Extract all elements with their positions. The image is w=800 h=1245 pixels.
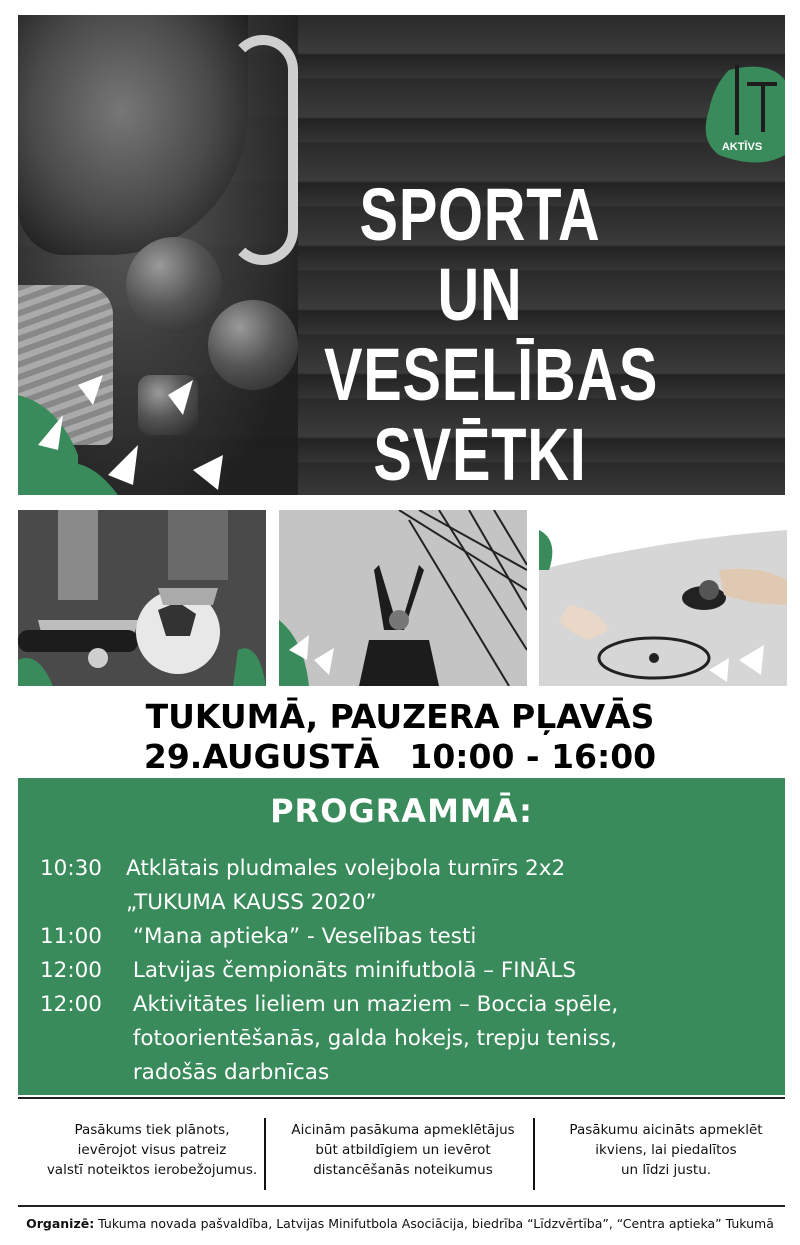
info-line: ievērojot visus patreiz	[77, 1142, 227, 1158]
organizers-text: Tukuma novada pašvaldība, Latvijas Minifutbola Asociācija, biedrība “Līdzvērtība”, “Centra aptieka” Tukumā	[94, 1216, 774, 1231]
volleyball-player-photo	[279, 510, 527, 686]
info-line: ikviens, lai piedalītos	[595, 1142, 737, 1158]
event-title-line: SPORTA UN	[359, 173, 601, 336]
event-title-line: VESELĪBAS	[324, 333, 659, 416]
program-item	[40, 852, 785, 920]
program-item	[40, 920, 785, 954]
program-list	[18, 852, 785, 1090]
aktivs-logo	[699, 60, 785, 170]
info-block-restrictions	[27, 1120, 277, 1180]
program-text-line: “Mana aptieka” - Veselības testi	[126, 924, 477, 949]
info-line: Aicinām pasākuma apmeklētājus	[291, 1122, 515, 1138]
event-title	[324, 173, 659, 495]
divider	[18, 1205, 785, 1207]
info-block-invitation	[541, 1120, 791, 1180]
air-hockey-illustration	[539, 510, 787, 686]
event-date: 29.AUGUSTĀ	[143, 737, 380, 776]
organizers-footer	[0, 1215, 800, 1233]
program-text	[126, 988, 785, 1090]
event-title-line: SVĒTKI	[373, 413, 587, 495]
program-text-line: Latvijas čempionāts minifutbolā – FINĀLS	[126, 958, 576, 983]
leaves-decoration	[18, 375, 248, 495]
skateboard-football-illustration	[18, 510, 266, 686]
program-item	[40, 954, 785, 988]
vertical-separator	[264, 1118, 266, 1190]
air-hockey-photo	[539, 510, 787, 686]
program-text	[126, 920, 785, 954]
program-section	[18, 778, 785, 1095]
measuring-tape-image	[228, 35, 298, 265]
event-date-time	[0, 737, 800, 777]
program-text	[126, 852, 785, 920]
organizers-label: Organizē:	[26, 1216, 95, 1231]
divider	[18, 1097, 785, 1099]
apple-image	[126, 237, 222, 333]
program-text-line: „TUKUMA KAUSS 2020”	[126, 890, 377, 915]
program-text-line: radošās darbnīcas	[126, 1060, 330, 1085]
info-line: un līdzi justu.	[620, 1162, 712, 1178]
info-line: distancēšanās noteikumus	[313, 1162, 493, 1178]
program-item	[40, 988, 785, 1090]
volleyball-illustration	[279, 510, 527, 686]
program-time: 12:00	[40, 958, 102, 983]
skateboard-football-photo	[18, 510, 266, 686]
vertical-separator	[533, 1118, 535, 1190]
hero-banner	[18, 15, 785, 495]
info-line: Pasākums tiek plānots,	[74, 1122, 230, 1138]
info-line: Pasākumu aicināts apmeklēt	[569, 1122, 763, 1138]
event-time: 10:00 - 16:00	[409, 737, 657, 776]
program-heading: PROGRAMMĀ:	[270, 792, 533, 830]
info-block-distancing	[278, 1120, 528, 1180]
info-line: būt atbildīgiem un ievērot	[315, 1142, 491, 1158]
program-time: 11:00	[40, 924, 102, 949]
logo-text: AKTĪVS	[721, 141, 763, 153]
program-time: 10:30	[40, 856, 102, 881]
venue-location: TUKUMĀ, PAUZERA PĻAVĀS	[145, 697, 655, 736]
program-time: 12:00	[40, 992, 102, 1017]
program-text-line: Atklātais pludmales volejbola turnīrs 2x2	[126, 856, 566, 881]
program-text-line: fotoorientēšanās, galda hokejs, trepju teniss,	[126, 1026, 618, 1051]
program-text	[126, 954, 785, 988]
venue-datetime	[0, 697, 800, 777]
program-text-line: Aktivitātes lieliem un maziem – Boccia spēle,	[126, 992, 619, 1017]
info-line: valstī noteiktos ierobežojumus.	[46, 1162, 258, 1178]
